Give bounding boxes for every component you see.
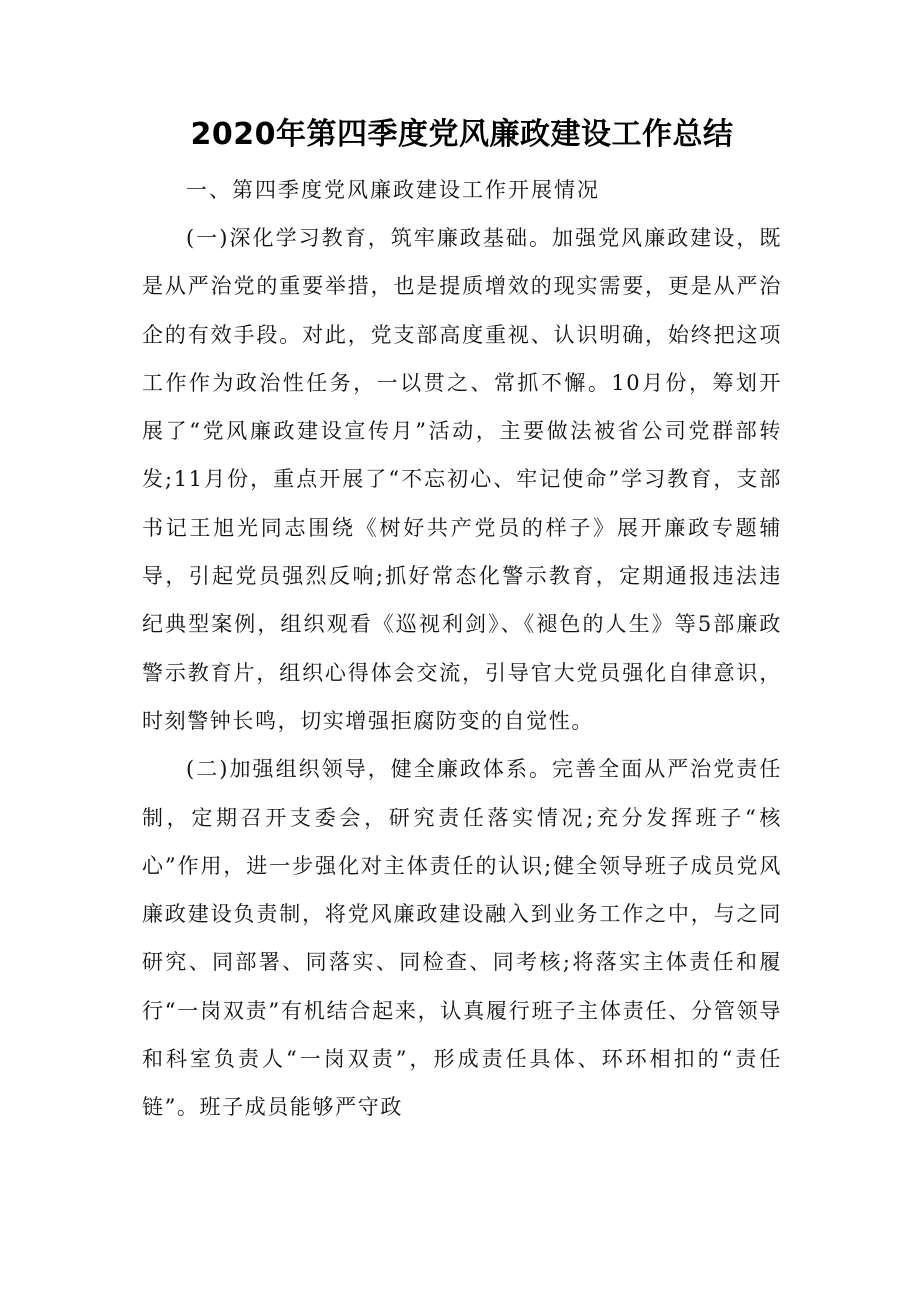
paragraph-1: (一)深化学习教育，筑牢廉政基础。加强党风廉政建设，既是从严治党的重要举措，也是提质增效的现实需要，更是从严治企的有效手段。对此，党支部高度重视、认识明确，始终把这项工作作为政治性任务，一以贯之、常抓不懈。10月份，筹划开展了“党风廉政建设宣传月”活动，主要做法被省公司党群部转发;11月份，重点开展了“不忘初心、牢记使命”学习教育，支部书记王旭光同志围绕《树好共产党员的样子》展开廉政专题辅导，引起党员强烈反响;抓好常态化警示教育，定期通报违法违纪典型案例，组织观看《巡视利剑》、《褪色的人生》等5部廉政警示教育片，组织心得体会交流，引导官大党员强化自律意识，时刻警钟长鸣，切实增强拒腐防变的自觉性。 [142,226,782,733]
document-title: 2020年第四季度党风廉政建设工作总结 [190,117,734,152]
section-heading: 一、第四季度党风廉政建设工作开展情况 [186,178,600,202]
paragraph-2: (二)加强组织领导，健全廉政体系。完善全面从严治党责任制，定期召开支委会，研究责任落实情况;充分发挥班子“核心”作用，进一步强化对主体责任的认识;健全领导班子成员党风廉政建设负责制，将党风廉政建设融入到业务工作之中，与之同研究、同部署、同落实、同检查、同考核;将落实主体责任和履行“一岗双责”有机结合起来，认真履行班子主体责任、分管领导和科室负责人“一岗双责”，形成责任具体、环环相扣的“责任链”。班子成员能够严守政 [142,757,782,1120]
